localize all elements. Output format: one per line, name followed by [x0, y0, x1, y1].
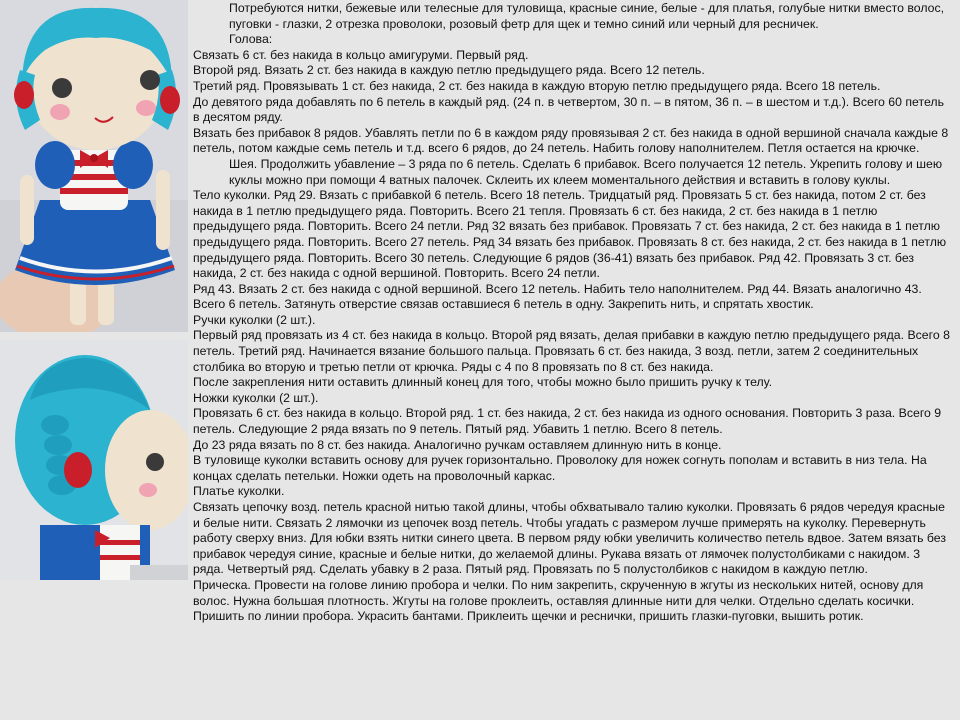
paragraph: До девятого ряда добавлять по 6 петель в каждый ряд. (24 п. в четвертом, 30 п. – в пятом, 36 п. – в шестом и т.д.). Всего 60 петель в десятом ряду. — [193, 94, 944, 125]
paragraph: Прическа. Провести на голове линию пробора и челки. По ним закрепить, скрученную в жгуты из нескольких нитей, основу для волос. Нужна большая плотность. Жгуты на голове проклеить, оставляя длинные нити для челки. Отдельно сделать косички. Пришить по линии пробора. Украсить бантами. Приклеить щечки и реснички, пришить глазки-пуговки, вышить ротик. — [193, 577, 924, 624]
paragraph: Первый ряд провязать из 4 ст. без накида в кольцо. Второй ряд вязать, делая прибавки в каждую петлю предыдущего ряда. Всего 8 петель. Третий ряд. Начинается вязание большого пальца. Провязать 6 ст. без накида, 3 возд. петли, затем 2 соединительных столбика во вторую и третью петли от крючка. Ряды с 4 по 8 провязать по 8 ст. без накида. — [193, 328, 950, 374]
paragraph: Связать цепочку возд. петель красной нитью такой длины, чтобы обхватывало талию куколки. Провязать 6 рядов чередуя красные и белые нити. Связать 2 лямочки из цепочек возд петель. Чтобы угадать с размером лучше примерять на куколку. Перевернуть работу сверху вниз. Для юбки взять нитки синего цвета. В первом ряду юбки увеличить количество петель вдвое. Затем вязать без прибавок чередуя синие, красные и белые нитки, до желаемой длины. Рукава вязать от лямочек полустолбиками с накидом. 3 ряда. Четвертый ряд. Сделать убавку в 2 раза. Пятый ряд. Провязать по 5 полустолбиков с накидом в каждую петлю. — [193, 500, 947, 577]
paragraph: До 23 ряда вязать по 8 ст. без накида. Аналогично ручкам оставляем длинную нить в конце. — [193, 437, 722, 452]
paragraph: В туловище куколки вставить основу для ручек горизонтально. Проволоку для ножек согнуть пополам и вставить в низ тела. На концах сделать петельки. Ножки одеть на проволочный каркас. — [193, 453, 927, 483]
paragraph: Тело куколки. Ряд 29. Вязать с прибавкой 6 петель. Всего 18 петель. Тридцатый ряд. Провязать 5 ст. без накида, потом 2 ст. без накида в 1 петлю предыдущего ряда. Повторить. Всего 21 тепля. Провязать 6 ст. без накида, 2 ст. без накида в 1 петлю предыдущего ряда. Повторить. Всего 24 петли. Ряд 32 вязать без прибавок. Провязать 7 ст. без накида, 2 ст. без накида в 1 петлю предыдущего ряда. Повторить. Всего 27 петель. Ряд 34 вязать без прибавок. Провязать 8 ст. без накида, 2 ст. без накида в 1 петлю предыдущего ряда. Повторить. Всего 30 петель. Следующие 6 рядов (36-41) вязать без прибавок. Ряд 42. Провязать 3 ст. без накида, 2 ст. без накида с одной вершиной. Повторить. Всего 24 петли. — [193, 188, 947, 281]
photo-column — [0, 0, 190, 720]
paragraph: Потребуются нитки, бежевые или телесные для туловища, красные синие, белые - для платья, голубые нитки вместо волос, пуговки - глазки, 2 отрезка проволоки, розовый фетр для щек и темно синий или черный для ресничек. — [229, 1, 945, 31]
paragraph: Провязать 6 ст. без накида в кольцо. Второй ряд. 1 ст. без накида, 2 ст. без накида из одного основания. Повторить 3 раза. Всего 9 петель. Следующие 2 ряда вязать по 9 петель. Пятый ряд. Убавить 1 петлю. Всего 8 петель. — [193, 406, 942, 437]
paragraph: Второй ряд. Вязать 2 ст. без накида в каждую петлю предыдущего ряда. Всего 12 петель. — [193, 63, 705, 78]
doll-photo-bottom — [0, 340, 188, 580]
paragraph: Шея. Продолжить убавление – 3 ряда по 6 петель. Сделать 6 прибавок. Всего получается 12 петель. Укрепить голову и шею куклы можно при помощи 4 ватных палочек. Склеить их клеем моментального действия и вставить в голову куклы. — [229, 156, 943, 187]
doll-photo-top — [0, 0, 188, 332]
paragraph: Ряд 43. Вязать 2 ст. без накида с одной вершиной. Всего 12 петель. Набить тело наполнителем. Ряд 44. Вязать аналогично 43. Всего 6 петель. Затянуть отверстие связав оставшиеся 6 петель в одну. Закрепить нить, и спрятать хвостик. — [193, 281, 922, 312]
doll-hair-closeup-illustration — [0, 340, 188, 580]
paragraph: Третий ряд. Провязывать 1 ст. без накида, 2 ст. без накида в каждую вторую петлю предыдущего ряда. Всего 18 петель. — [193, 78, 881, 93]
paragraph: Ручки куколки (2 шт.). — [193, 312, 316, 327]
paragraph: Голова: — [229, 32, 273, 47]
instruction-text — [193, 1, 953, 719]
doll-full-body-illustration — [0, 0, 188, 332]
paragraph: Ножки куколки (2 шт.). — [193, 390, 319, 405]
paragraph: Вязать без прибавок 8 рядов. Убавлять петли по 6 в каждом ряду провязывая 2 ст. без накида в одной вершиной сначала каждые 8 петель, потом каждые семь петель и т.д. всего 6 рядов, до 24 петель. Набить голову наполнителем. Петля остается на крючке. — [193, 125, 949, 156]
paragraph: После закрепления нити оставить длинный конец для того, чтобы можно было пришить ручку к телу. — [193, 375, 773, 390]
paragraph: Связать 6 ст. без накида в кольцо амигуруми. Первый ряд. — [193, 47, 529, 62]
paragraph: Платье куколки. — [193, 484, 285, 499]
